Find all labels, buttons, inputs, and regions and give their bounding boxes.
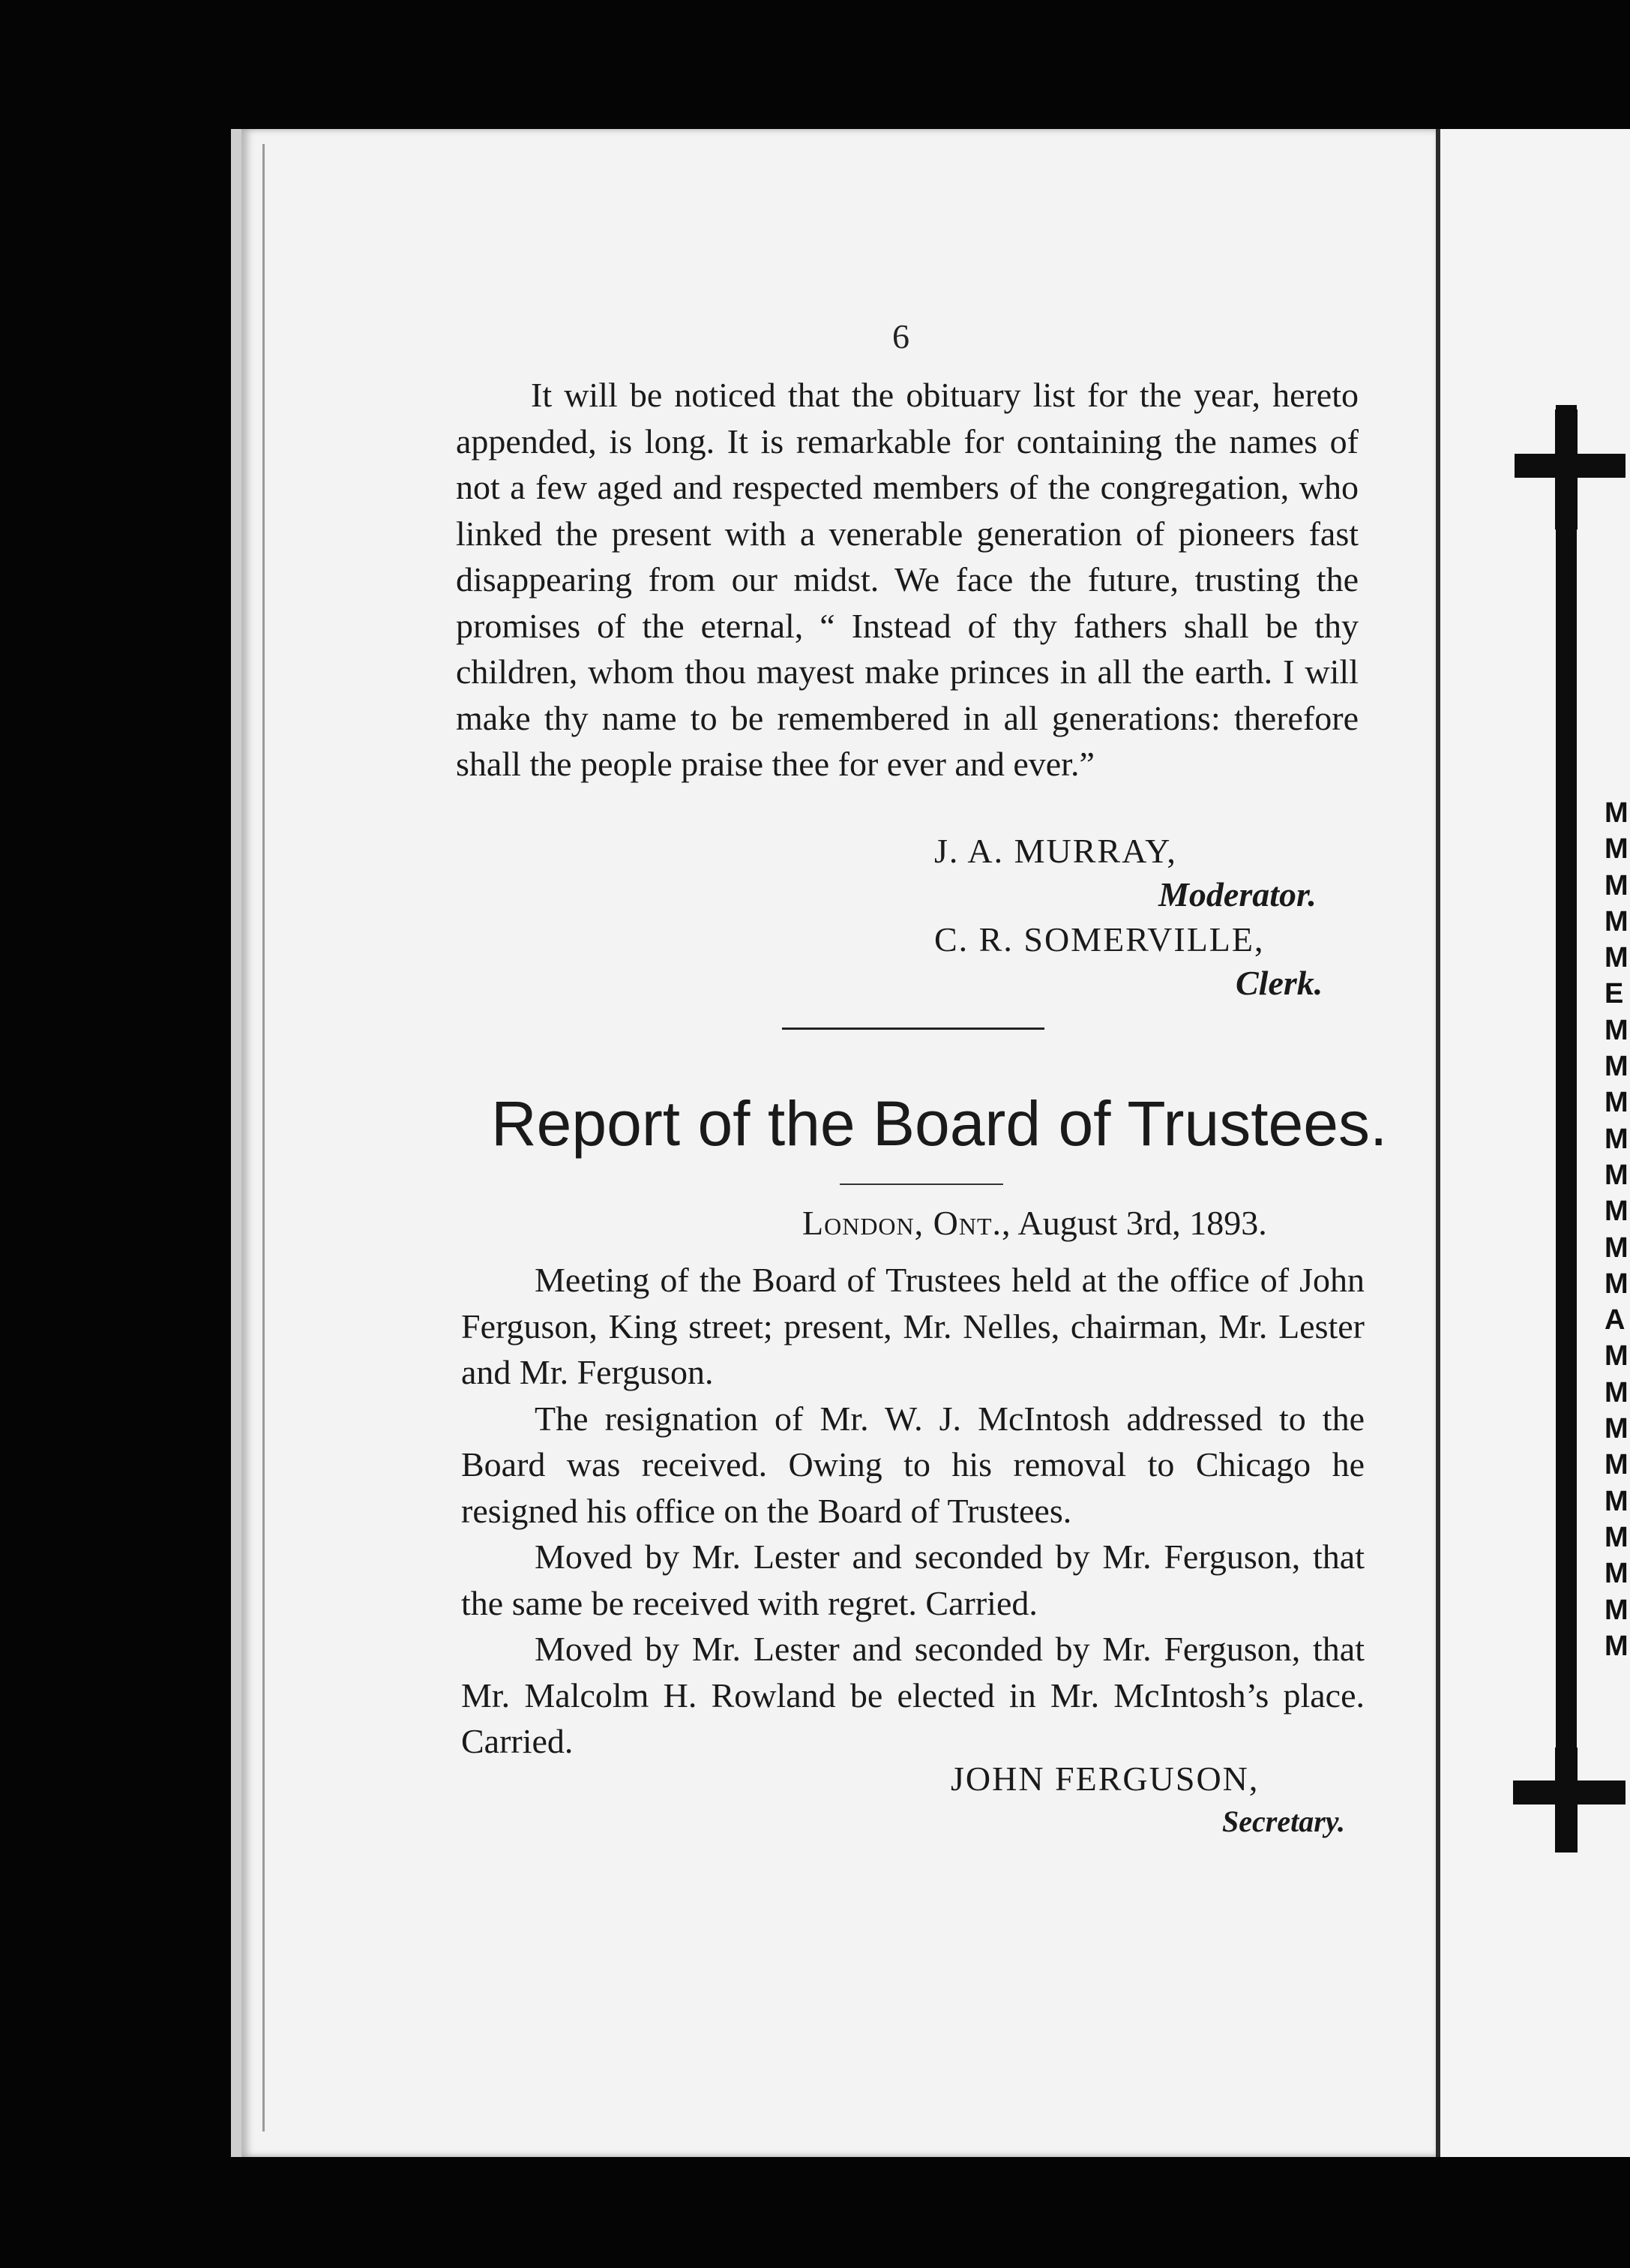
dateline-date: August 3rd, 1893. — [1017, 1204, 1267, 1242]
clerk-title: Clerk. — [1236, 964, 1323, 1002]
facing-letter: M — [1605, 869, 1629, 902]
facing-letter: M — [1605, 1558, 1629, 1590]
report-paragraph: The resignation of Mr. W. J. McIntosh addressed to the Board was received. Owing to his removal to Chicago he resigned his office on the Board of Trustees. — [461, 1399, 1365, 1530]
report-paragraph: Meeting of the Board of Trustees held at the office of John Ferguson, King street; present, Mr. Nelles, chairman, Mr. Lester and Mr. Ferguson. — [461, 1261, 1365, 1391]
binding-shadow — [262, 144, 265, 2132]
report-dateline — [802, 1203, 1267, 1243]
moderator-title: Moderator. — [1158, 875, 1317, 914]
facing-letter: M — [1605, 1051, 1629, 1083]
dateline-place: London, Ont., — [802, 1204, 1011, 1242]
intro-paragraph: It will be noticed that the obituary list for the year, hereto appended, is long. It is remarkable for containing the names of not a few aged and respected members of the congregation, who linked the present with a venerable generation of pioneers fast disappearing from our midst. We face the future, trusting the promises of the eternal, “ Instead of thy fathers shall be thy children, whom thou mayest make princes in all the earth. I will make thy name to be remembered in all generations: therefore shall the people praise thee for ever and ever.” — [456, 376, 1359, 783]
facing-letter: M — [1605, 1268, 1629, 1300]
facing-letter: M — [1605, 905, 1629, 938]
facing-letter: M — [1605, 833, 1629, 866]
decorative-border-bar — [1556, 405, 1577, 1781]
section-divider — [782, 1028, 1044, 1030]
facing-page-letter-column — [1605, 795, 1627, 1664]
report-heading: Report of the Board of Trustees. — [491, 1088, 1388, 1159]
moderator-name: J. A. MURRAY, — [934, 832, 1177, 870]
facing-letter: A — [1605, 1304, 1626, 1336]
facing-letter: M — [1605, 1376, 1629, 1408]
report-paragraph: Moved by Mr. Lester and seconded by Mr. Ferguson, that Mr. Malcolm H. Rowland be elected in Mr. McIntosh’s place. Carried. — [461, 1630, 1365, 1760]
secretary-name: JOHN FERGUSON, — [951, 1760, 1260, 1798]
facing-letter: M — [1605, 1196, 1629, 1228]
facing-letter: M — [1605, 797, 1629, 829]
facing-letter: M — [1605, 1087, 1629, 1119]
facing-letter: M — [1605, 1521, 1629, 1553]
facing-letter: M — [1605, 1413, 1629, 1445]
facing-letter: M — [1605, 1014, 1629, 1046]
report-paragraph: Moved by Mr. Lester and seconded by Mr. Ferguson, that the same be received with regret. Carried. — [461, 1538, 1365, 1622]
heading-underline — [840, 1184, 1003, 1185]
facing-letter: M — [1605, 1123, 1629, 1155]
decorative-cross-bottom-stem — [1555, 1748, 1578, 1852]
facing-letter: E — [1605, 978, 1624, 1010]
facing-letter: M — [1605, 1232, 1629, 1264]
facing-letter: M — [1605, 1449, 1629, 1481]
facing-letter: M — [1605, 1630, 1629, 1662]
secretary-title: Secretary. — [1222, 1804, 1346, 1838]
facing-letter: M — [1605, 1594, 1629, 1626]
decorative-cross-top-bar — [1515, 454, 1626, 478]
clerk-name: C. R. SOMERVILLE, — [934, 920, 1265, 958]
page-number: 6 — [892, 317, 909, 356]
facing-letter: M — [1605, 1485, 1629, 1517]
report-body — [461, 1257, 1365, 1765]
book-page-right — [1436, 129, 1630, 2157]
facing-letter: M — [1605, 1340, 1629, 1372]
facing-letter: M — [1605, 942, 1629, 974]
facing-letter: M — [1605, 1159, 1629, 1191]
